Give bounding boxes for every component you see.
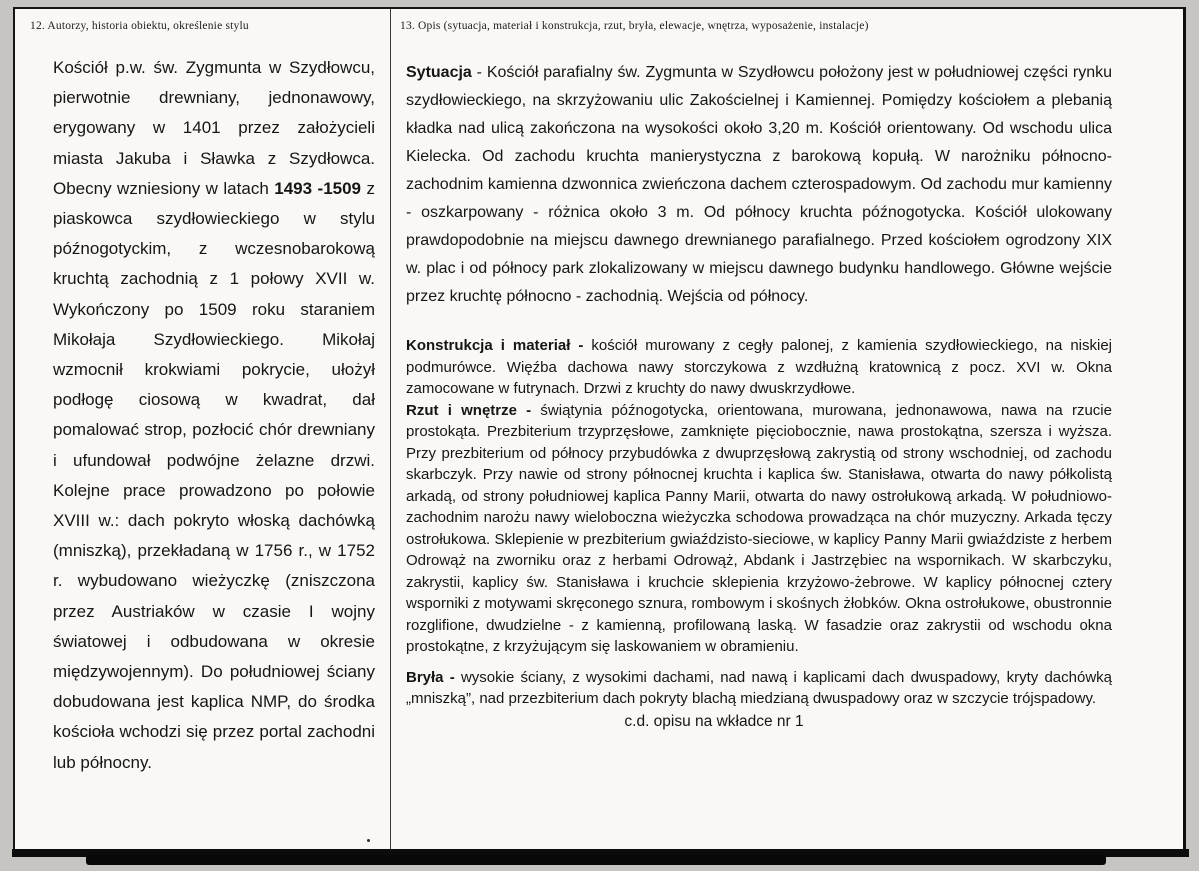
construction-text: kościół murowany z cegły palonej, z kamienia szydłowieckiego, na niskiej podmurówce. Więźba dachowa nawy storczykowa z wzdłużną kratownicą z pocz. XVI w. Okna zamocowane w futrynach. Drzwi z kruchty do nawy dwuskrzydłowe. (406, 337, 1112, 397)
history-text-part1: Kościół p.w. św. Zygmunta w Szydłowcu, pierwotnie drewniany, jednonawowy, erygowany w 1401 przez założycieli miasta Jakuba i Sławka z Szydłowca. Obecny wzniesiony w latach (53, 58, 375, 198)
situation-label: Sytuacja (406, 64, 472, 81)
massing-paragraph (406, 667, 1112, 710)
description-column (406, 59, 1112, 731)
massing-text: wysokie ściany, z wysokimi dachami, nad nawą i kaplicami dach dwuspadowy, kryty dachówką „mniszką”, nad przezbiterium dach pokryty blachą miedzianą dwuspadowy oraz w szczycie trójspadowy. (406, 668, 1113, 707)
history-years-bold: 1493 -1509 (274, 178, 362, 198)
left-column-header: 12. Autorzy, historia obiektu, określenie stylu (30, 20, 249, 32)
situation-paragraph (406, 59, 1112, 311)
plan-interior-paragraph (406, 400, 1112, 658)
page (13, 7, 1186, 850)
history-paragraph (53, 53, 375, 778)
scan-artifact-dot (367, 839, 370, 842)
situation-text: - Kościół parafialny św. Zygmunta w Szydłowcu położony jest w południowej części rynku szydłowieckiego, na skrzyżowaniu ulic Zakościelnej i Kamiennej. Pomiędzy kościołem a plebanią kładka nad ulicą zakończona na wysokości około 3,20 m. Kościół orientowany. Od wschodu ulica Kielecka. Od zachodu kruchta manierystyczna z barokową kopułą. W narożniku północno-zachodnim kamienna dzwonnica zwieńczona dachem czterospadowym. Od zachodu mur kamienny - oszkarpowany - różnica około 3 m. Od północy kruchta późnogotycka. Kościół ulokowany prawdopodobnie na miejscu dawnego drewnianego parafialnego. Przed kościołem ogrodzony XIX w. plac i od północy park zlokalizowany w miejscu dawnego budynku handlowego. Główne wejście przez kruchtę północno - zachodnią. Wejścia od północy. (406, 64, 1112, 305)
scan-edge-bar-thick (86, 855, 1106, 865)
right-column-header: 13. Opis (sytuacja, materiał i konstrukcja, rzut, bryła, elewacje, wnętrza, wyposażenie, instalacje) (400, 20, 869, 32)
plan-interior-label: Rzut i wnętrze - (406, 401, 532, 419)
history-text-part2: z piaskowca szydłowieckiego w stylu późnogotyckim, z wczesnobarokową kruchtą zachodnią z 1 połowy XVII w. Wykończony po 1509 roku staraniem Mikołaja Szydłowieckiego. Mikołaj wzmocnił krokwiami pokrycie, ułożył podłogę ciosową w kwadrat, dał pomalować strop, pozłocić chór drewniany i ufundował podwójne żelazne drzwi. Kolejne prace prowadzono po połowie XVIII w.: dach pokryto włoską dachówką (mniszką), przekładaną w 1756 r., w 1752 r. wybudowano wieżyczkę (zniszczona przez Austriaków w czasie I wojny światowej i odbudowana w okresie międzywojennym). Do południowej ściany dobudowana jest kaplica NMP, do środka kościoła wchodzi się przez portal zachodni lub północny. (53, 178, 375, 772)
plan-interior-text: świątynia późnogotycka, orientowana, murowana, jednonawowa, nawa na rzucie prostokąta. Prezbiterium trzyprzęsłowe, zamknięte pięciobocznie, nawa prostokątna, szersza i wyższa. Przy prezbiterium od północy przybudówka z dwuprzęsłową zakrystią od strony wschodniej, od zachodu skarbczyk. Przy nawie od strony północnej kruchta i kaplica św. Stanisława, otwarta do nawy półkolistą arkadą, od strony południowej kaplica Panny Marii, otwarta do nawy ostrołukową arkadą. W południowo-zachodnim narożu nawy wieloboczna wieżyczka schodowa prowadząca na chór muzyczny. Arkada tęczy ostrołukowa. Sklepienie w prezbiterium gwiaździsto-sieciowe, w kaplicy Panny Marii gwiaździste z herbem Odrowąż na zworniku oraz z herbami Odrowąż, Abdank i Jastrzębiec na wspornikach. W skarbczyku, zakrystii, kaplicy św. Stanisława i kruchcie sklepienia krzyżowo-żebrowe. W kaplicy północnej cztery wsporniki z motywami skręconego sznura, rombowym i skośnych żłobków. Okna ostrołukowe, obustronnie rozglifione, dwudzielne - z kamienną, profilowaną laską. W fasadzie oraz zakrystii od wschodu okna prostokątne, z krzyżującym się laskowaniem w obramieniu. (406, 401, 1112, 655)
column-divider (390, 9, 391, 850)
continuation-note: c.d. opisu na wkładce nr 1 (624, 712, 804, 730)
massing-label: Bryła - (406, 668, 455, 686)
construction-label: Konstrukcja i materiał - (406, 337, 584, 354)
construction-paragraph (406, 335, 1112, 400)
